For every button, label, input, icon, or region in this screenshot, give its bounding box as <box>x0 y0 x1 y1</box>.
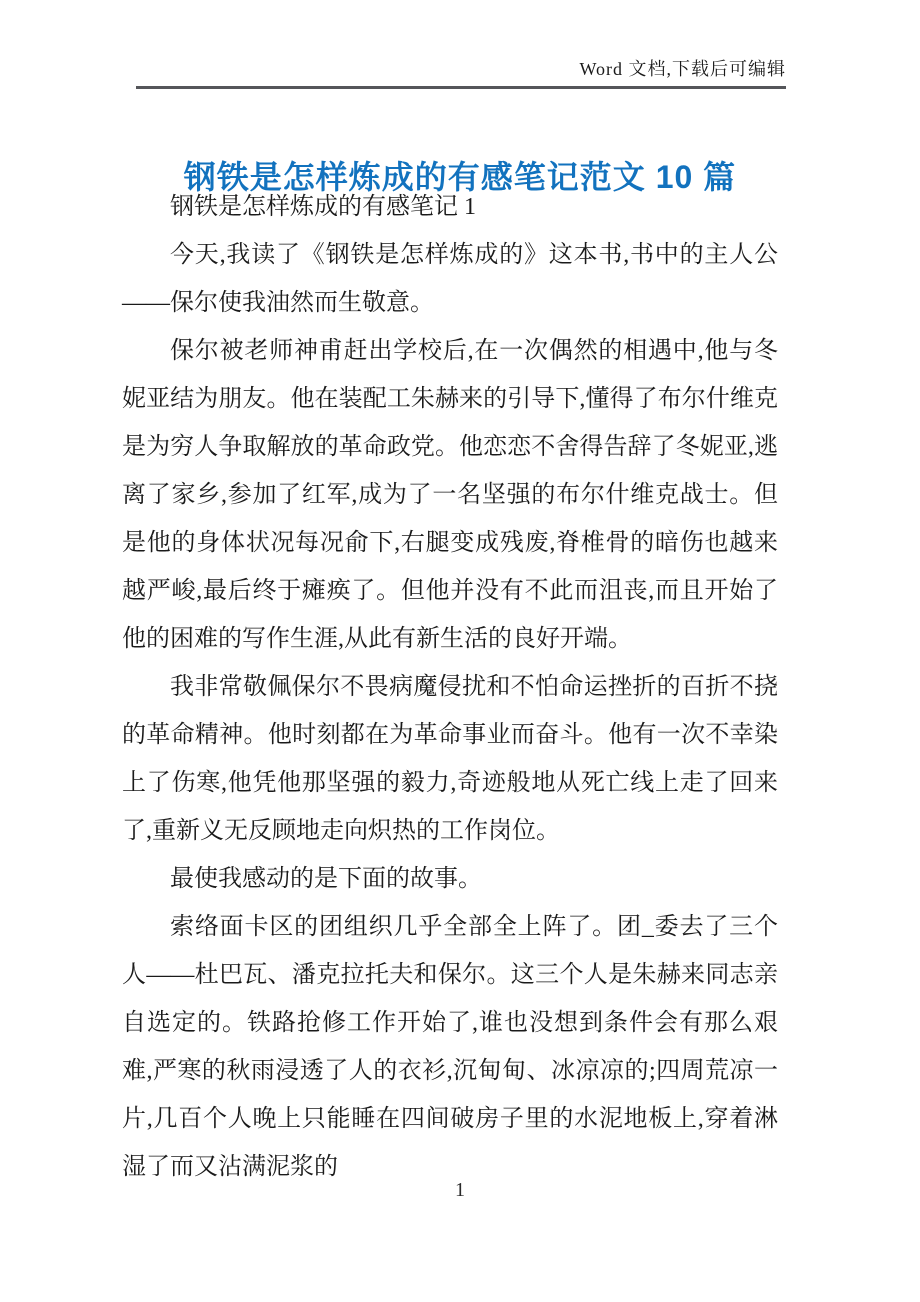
document-title: 钢铁是怎样炼成的有感笔记范文 10 篇 <box>183 159 737 196</box>
body-paragraph: 保尔被老师神甫赶出学校后,在一次偶然的相遇中,他与冬妮亚结为朋友。他在装配工朱赫来的引导下,懂得了布尔什维克是为穷人争取解放的革命政党。他恋恋不舍得告辞了冬妮亚,逃离了家乡,参加了红军,成为了一名坚强的布尔什维克战士。但是他的身体状况每况俞下,右腿变成残废,脊椎骨的暗伤也越来越严峻,最后终于瘫痪了。但他并没有不此而沮丧,而且开始了他的困难的写作生涯,从此有新生活的良好开端。 <box>122 338 778 652</box>
body-paragraph: 最使我感动的是下面的故事。 <box>170 866 482 892</box>
header-note: Word 文档,下载后可编辑 <box>579 59 786 79</box>
header-rule <box>136 86 786 89</box>
body-paragraph: 钢铁是怎样炼成的有感笔记 1 <box>170 194 476 220</box>
body-paragraph: 我非常敬佩保尔不畏病魔侵扰和不怕命运挫折的百折不挠的革命精神。他时刻都在为革命事业而奋斗。他有一次不幸染上了伤寒,他凭他那坚强的毅力,奇迹般地从死亡线上走了回来了,重新义无反顾地走向炽热的工作岗位。 <box>122 674 778 844</box>
page-number: 1 <box>455 1179 465 1201</box>
body-paragraph: 今天,我读了《钢铁是怎样炼成的》这本书,书中的主人公——保尔使我油然而生敬意。 <box>122 242 778 316</box>
document-body <box>122 183 778 1191</box>
body-paragraph: 索络面卡区的团组织几乎全部全上阵了。团_委去了三个人——杜巴瓦、潘克拉托夫和保尔。这三个人是朱赫来同志亲自选定的。铁路抢修工作开始了,谁也没想到条件会有那么艰难,严寒的秋雨浸透了人的衣衫,沉甸甸、冰凉凉的;四周荒凉一片,几百个人晚上只能睡在四间破房子里的水泥地板上,穿着淋湿了而又沾满泥浆的 <box>122 914 778 1180</box>
